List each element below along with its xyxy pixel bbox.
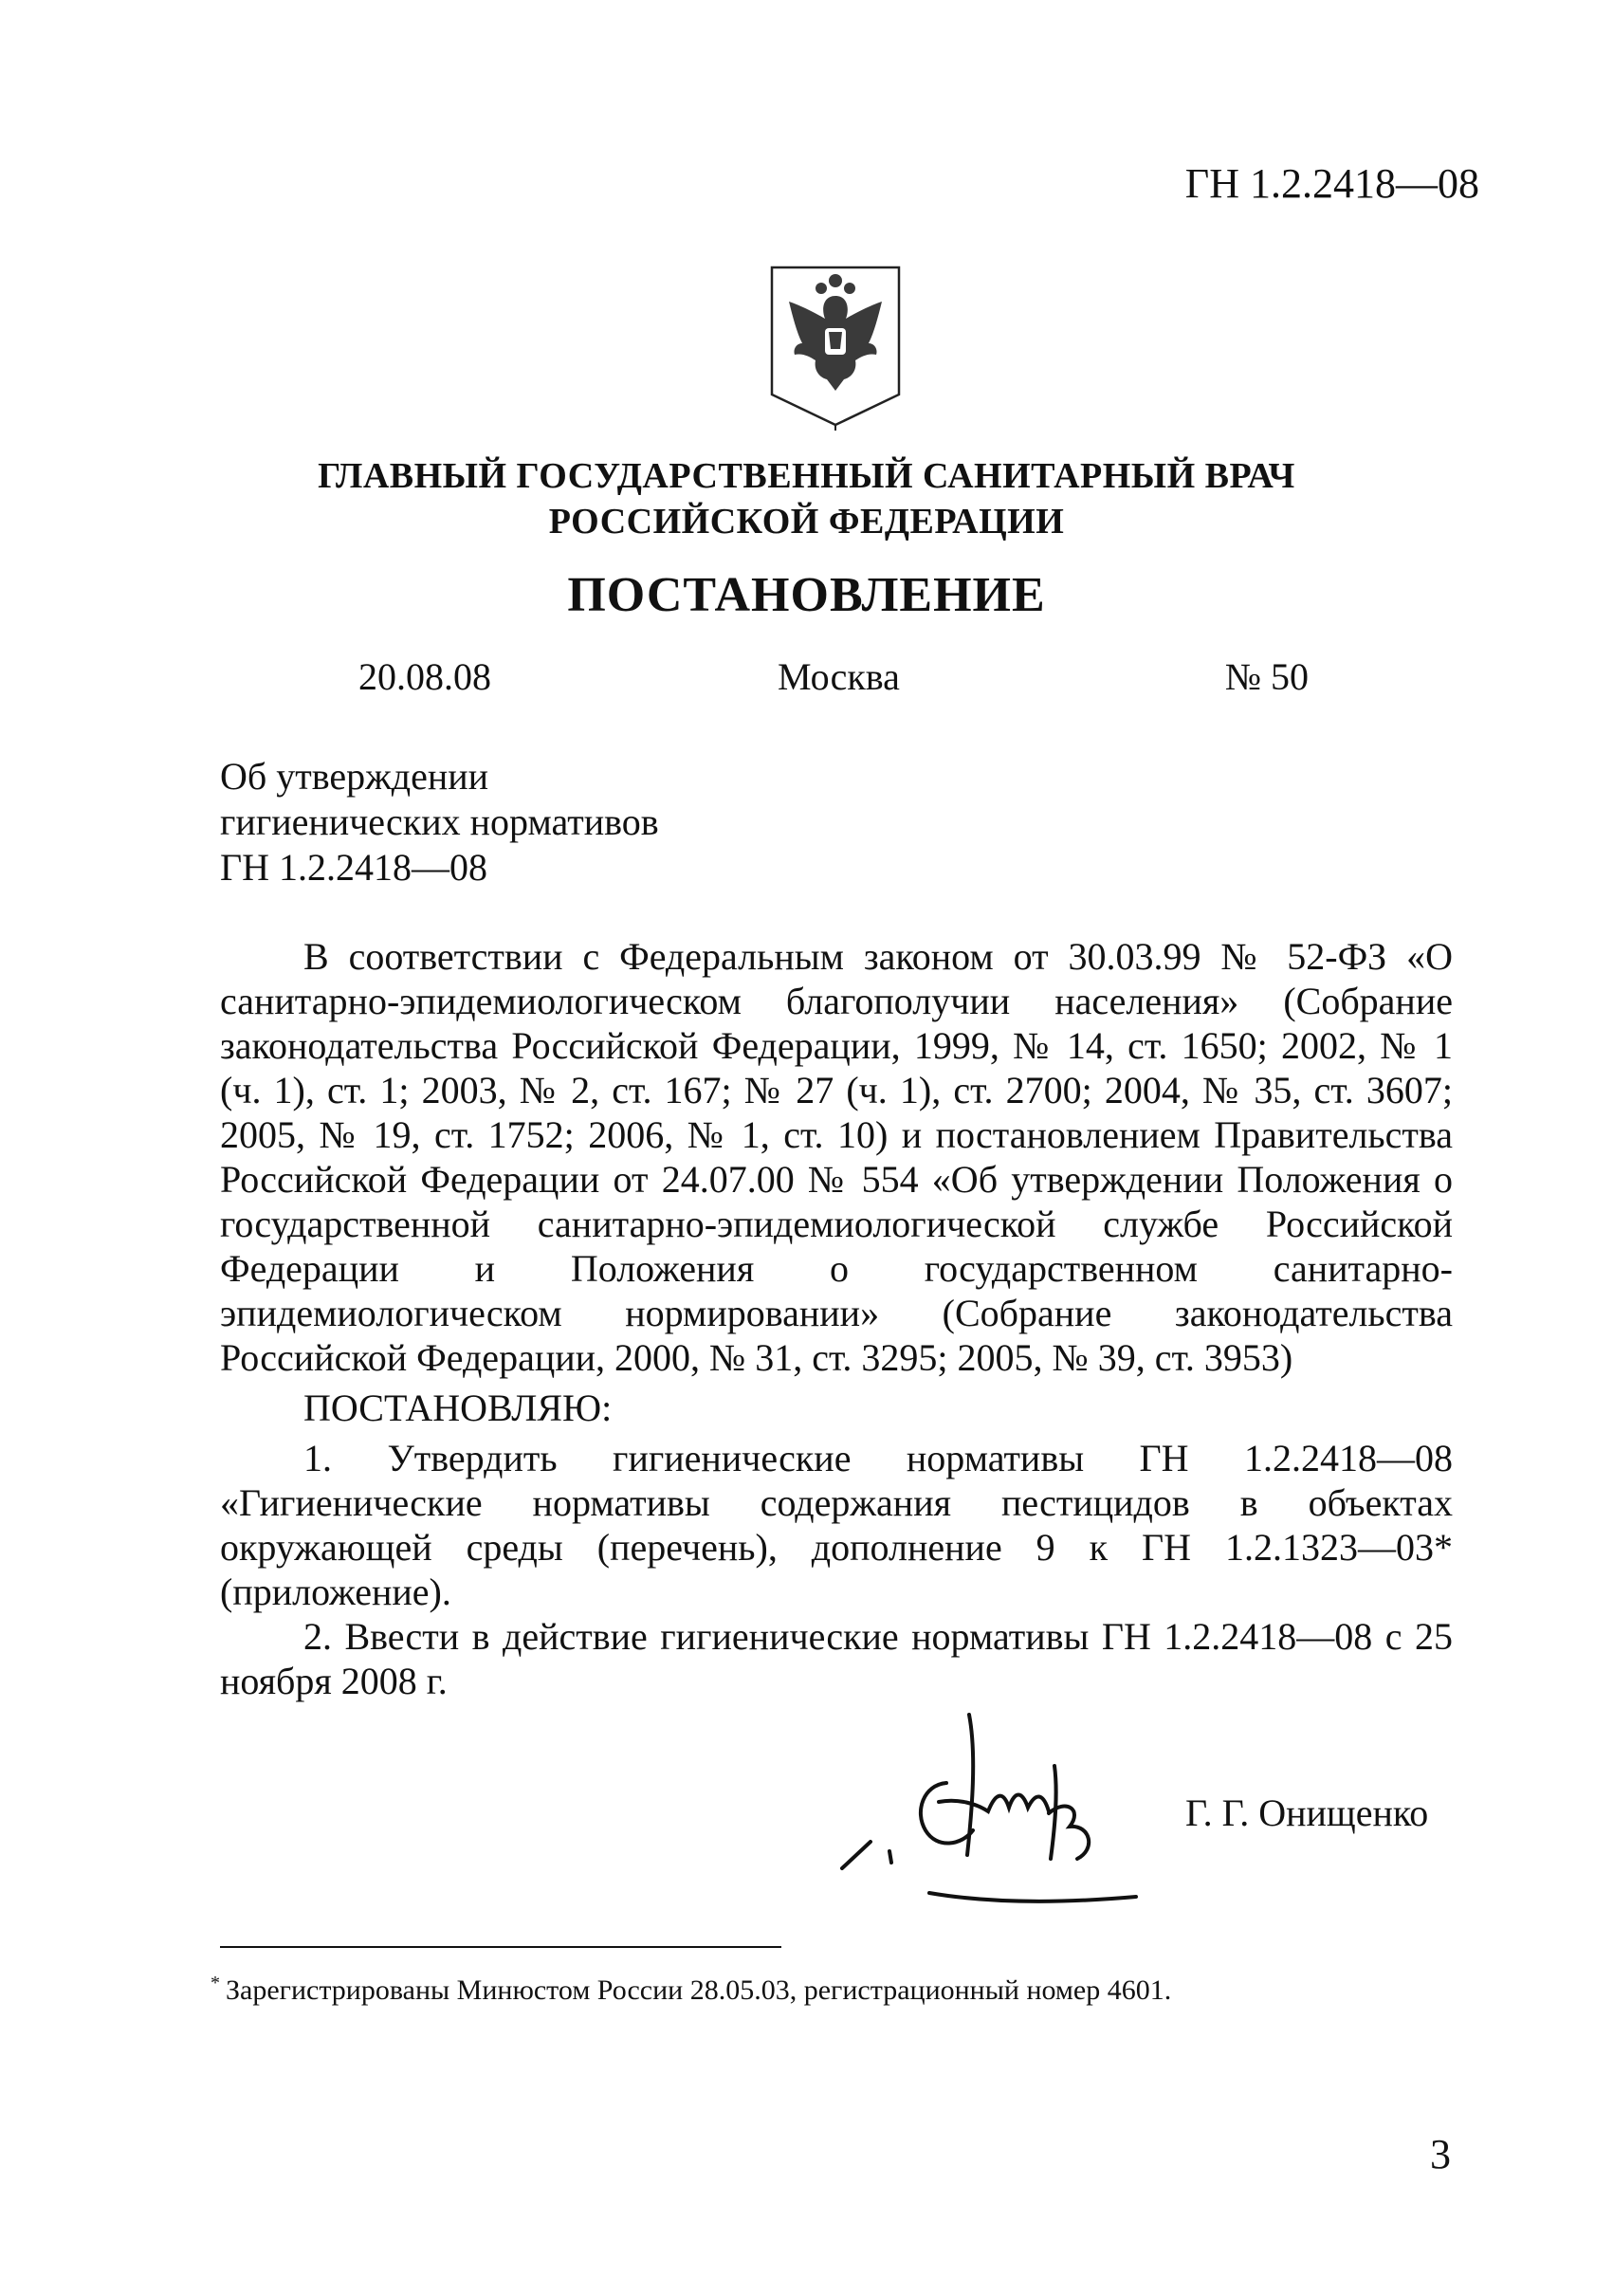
- document-city: Москва: [778, 655, 900, 698]
- document-number: № 50: [1224, 655, 1309, 698]
- document-code: ГН 1.2.2418—08: [1184, 160, 1479, 207]
- subject-line-2: гигиенических нормативов: [220, 800, 659, 843]
- resolution-item-1: 1. Утвердить гигиенические нормативы ГН 1.2.2418—08 «Гигиенические нормативы содержания пестицидов в объектах окружающей среды (перечень), дополнение 9 к ГН 1.2.1323—03* (приложение).: [220, 1437, 1453, 1613]
- document-type: ПОСТАНОВЛЕНИЕ: [567, 568, 1046, 622]
- subject-line-3: ГН 1.2.2418—08: [220, 846, 488, 889]
- signatory-name: Г. Г. Онищенко: [1185, 1791, 1429, 1834]
- page-number: 3: [1430, 2131, 1451, 2177]
- footnote-marker: *: [211, 1973, 220, 1993]
- document-body: [220, 934, 1453, 1703]
- document-date: 20.08.08: [358, 655, 491, 698]
- footnote-divider: [220, 1946, 781, 1948]
- subject-line-1: Об утверждении: [220, 755, 489, 798]
- resolution-item-2: 2. Ввести в действие гигиенические нормативы ГН 1.2.2418—08 с 25 ноября 2008 г.: [220, 1615, 1453, 1702]
- preamble-paragraph: В соответствии с Федеральным законом от 30.03.99 № 52-ФЗ «О санитарно-эпидемиологическом благополучии населения» (Собрание законодательства Российской Федерации, 1999, № 14, ст. 1650; 2002, № 1 (ч. 1), ст. 1; 2003, № 2, ст. 167; № 27 (ч. 1), ст. 2700; 2004, № 35, ст. 3607; 2005, № 19, ст. 1752; 2006, № 1, ст. 10) и постановлением Правительства Российской Федерации от 24.07.00 № 554 «Об утверждении Положения о государственной санитарно-эпидемиологической службе Российской Федерации и Положения о государственном санитарно-эпидемиологическом нормировании» (Собрание законодательства Российской Федерации, 2000, № 31, ст. 3295; 2005, № 39, ст. 3953): [220, 935, 1453, 1379]
- footnote: [211, 1973, 1443, 2007]
- authority-line-2: РОССИЙСКОЙ ФЕДЕРАЦИИ: [548, 502, 1065, 542]
- russian-coat-of-arms-icon: [768, 264, 903, 432]
- resolve-heading: ПОСТАНОВЛЯЮ:: [303, 1387, 613, 1429]
- authority-line-1: ГЛАВНЫЙ ГОСУДАРСТВЕННЫЙ САНИТАРНЫЙ ВРАЧ: [318, 456, 1295, 496]
- handwritten-signature-icon: [834, 1669, 1157, 1925]
- document-subject: [220, 754, 659, 891]
- footnote-text: Зарегистрированы Минюстом России 28.05.03, регистрационный номер 4601.: [226, 1975, 1172, 2006]
- issuing-authority: [237, 453, 1376, 544]
